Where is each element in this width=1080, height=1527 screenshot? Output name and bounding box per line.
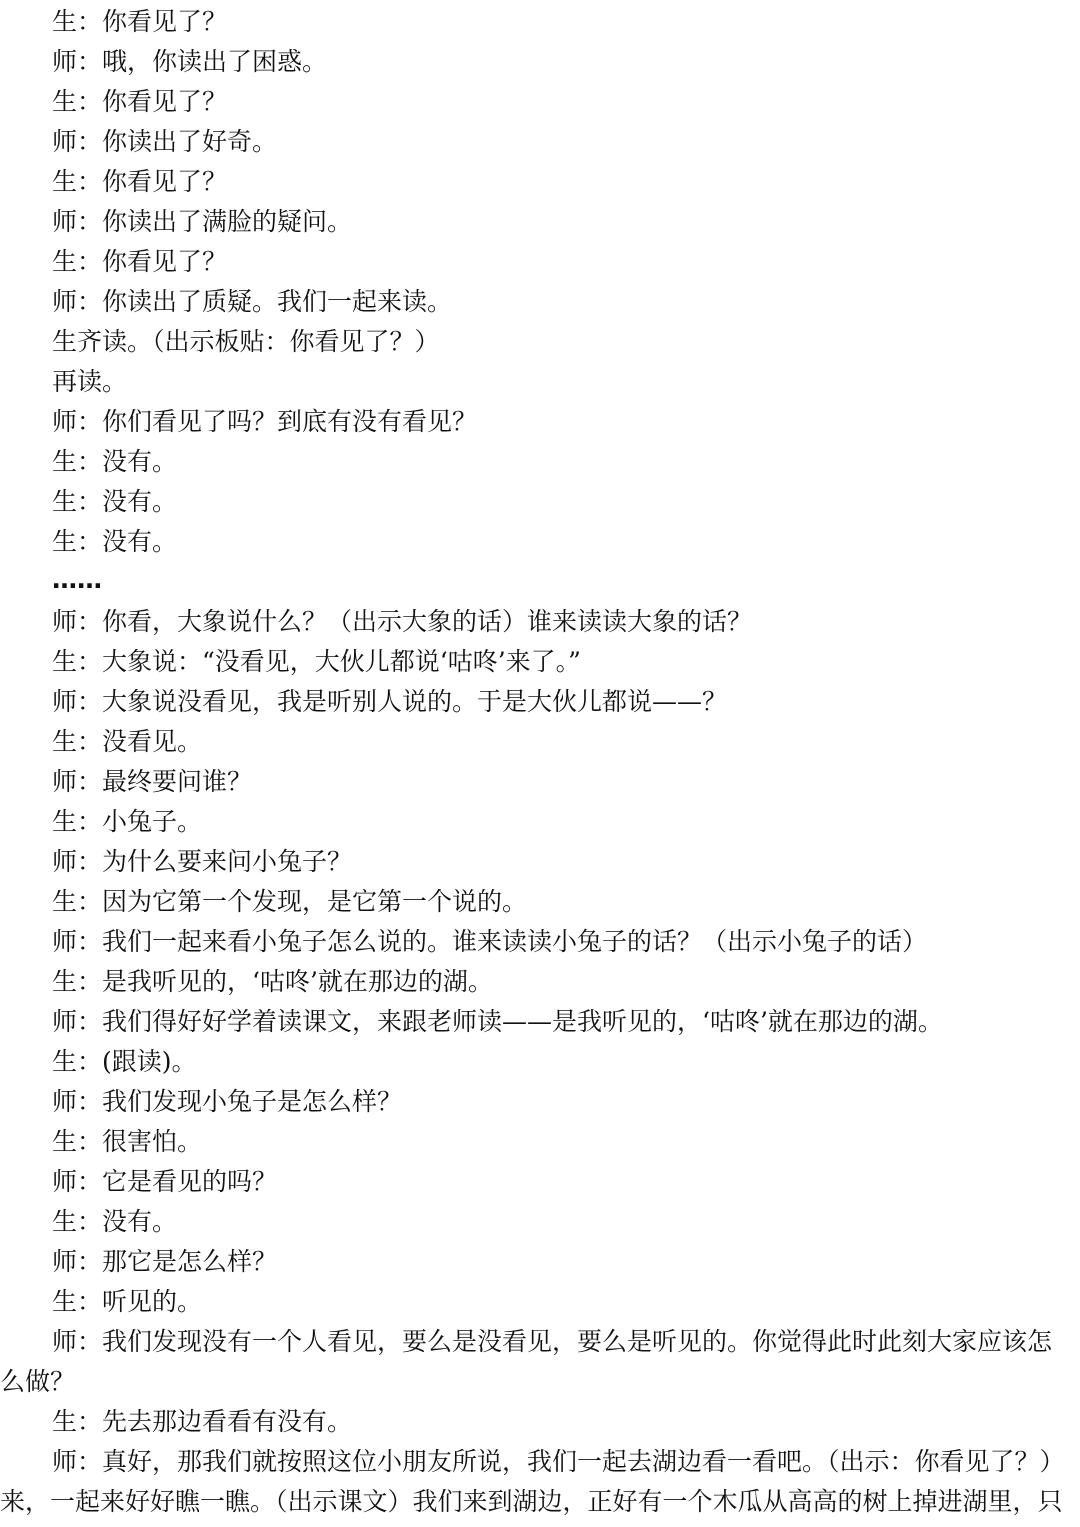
dialogue-line: 师：为什么要来问小兔子？ xyxy=(52,847,353,876)
dialogue-line: 师：大象说没看见，我是听别人说的。于是大伙儿都说——？ xyxy=(52,687,728,716)
dialogue-line: 师：最终要问谁？ xyxy=(52,767,253,796)
dialogue-line: 师：我们发现没有一个人看见，要么是没看见，要么是听见的。你觉得此时此刻大家应该怎 xyxy=(52,1327,1053,1356)
dialogue-line: 生：很害怕。 xyxy=(52,1127,203,1156)
dialogue-line: 生：没看见。 xyxy=(52,727,203,756)
dialogue-line: 生：你看见了？ xyxy=(52,247,228,276)
ellipsis-line: …… xyxy=(52,565,102,594)
dialogue-line-continuation: 来，一起来好好瞧一瞧。（出示课文）我们来到湖边，正好有一个木瓜从高高的树上掉进湖里，只 xyxy=(0,1487,1063,1516)
dialogue-line: 生：(跟读)。 xyxy=(52,1047,197,1076)
dialogue-line: 师：那它是怎么样？ xyxy=(52,1247,278,1276)
dialogue-line: 师：真好，那我们就按照这位小朋友所说，我们一起去湖边看一看吧。（出示：你看见了？） xyxy=(52,1447,1065,1476)
dialogue-line: 生：听见的。 xyxy=(52,1287,203,1316)
dialogue-line: 师：我们发现小兔子是怎么样？ xyxy=(52,1087,403,1116)
dialogue-line: 生：没有。 xyxy=(52,527,178,556)
dialogue-line: 师：你读出了好奇。 xyxy=(52,127,278,156)
dialogue-line: 师：它是看见的吗？ xyxy=(52,1167,278,1196)
dialogue-line: 生：是我听见的，‘咕咚’就在那边的湖。 xyxy=(52,967,493,996)
dialogue-line: 师：你看，大象说什么？（出示大象的话）谁来读读大象的话？ xyxy=(52,607,753,636)
dialogue-line: 师：你们看见了吗？到底有没有看见？ xyxy=(52,407,478,436)
dialogue-line: 生：你看见了？ xyxy=(52,167,228,196)
dialogue-line: 生：没有。 xyxy=(52,487,178,516)
dialogue-line: 生：因为它第一个发现，是它第一个说的。 xyxy=(52,887,528,916)
dialogue-line: 师：哦，你读出了困惑。 xyxy=(52,47,328,76)
dialogue-line: 生齐读。（出示板贴：你看见了？） xyxy=(52,327,440,356)
dialogue-line: 生：先去那边看看有没有。 xyxy=(52,1407,353,1436)
dialogue-line: 生：大象说：“没看见，大伙儿都说‘咕咚’来了。” xyxy=(52,647,581,676)
dialogue-line: 生：你看见了？ xyxy=(52,7,228,36)
dialogue-line: 师：你读出了满脸的疑问。 xyxy=(52,207,353,236)
dialogue-line: 生：没有。 xyxy=(52,1207,178,1236)
dialogue-line: 师：你读出了质疑。我们一起来读。 xyxy=(52,287,453,316)
dialogue-line-continuation: 么做？ xyxy=(0,1367,76,1396)
dialogue-line: 生：没有。 xyxy=(52,447,178,476)
dialogue-line: 师：我们一起来看小兔子怎么说的。谁来读读小兔子的话？（出示小兔子的话） xyxy=(52,927,928,956)
dialogue-line: 生：小兔子。 xyxy=(52,807,203,836)
dialogue-line: 师：我们得好好学着读课文，来跟老师读——是我听见的，‘咕咚’就在那边的湖。 xyxy=(52,1007,943,1036)
dialogue-line: 生：你看见了？ xyxy=(52,87,228,116)
dialogue-line: 再读。 xyxy=(52,367,128,396)
